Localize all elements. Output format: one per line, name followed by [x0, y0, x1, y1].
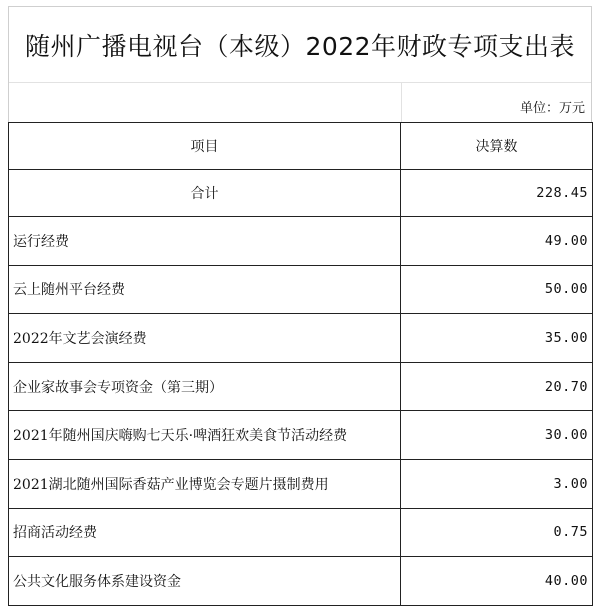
expenditure-sheet — [8, 6, 592, 606]
row-amount: 30.00 — [401, 411, 593, 460]
row-name: 2022年文艺会演经费 — [9, 314, 401, 363]
table-row — [9, 508, 593, 557]
row-amount: 40.00 — [401, 557, 593, 606]
page-title: 随州广播电视台（本级）2022年财政专项支出表 — [24, 31, 576, 61]
total-label: 合计 — [9, 170, 401, 217]
table-row — [9, 217, 593, 266]
row-amount: 20.70 — [401, 362, 593, 411]
table-row — [9, 265, 593, 314]
row-amount: 0.75 — [401, 508, 593, 557]
table-row — [9, 362, 593, 411]
row-name: 云上随州平台经费 — [9, 265, 401, 314]
row-name: 2021湖北随州国际香菇产业博览会专题片摄制费用 — [9, 459, 401, 508]
row-name: 2021年随州国庆嗨购七天乐·啤酒狂欢美食节活动经费 — [9, 411, 401, 460]
table-row — [9, 411, 593, 460]
table-row — [9, 557, 593, 606]
row-amount: 49.00 — [401, 217, 593, 266]
row-amount: 3.00 — [401, 459, 593, 508]
table-row — [9, 314, 593, 363]
total-amount: 228.45 — [401, 170, 593, 217]
row-name: 公共文化服务体系建设资金 — [9, 557, 401, 606]
row-name: 运行经费 — [9, 217, 401, 266]
unit-row — [8, 82, 592, 122]
header-amount: 决算数 — [401, 123, 593, 170]
total-row — [9, 170, 593, 217]
unit-label: 单位：万元 — [519, 101, 585, 116]
table-header-row — [9, 123, 593, 170]
unit-cell — [402, 82, 591, 122]
row-name: 招商活动经费 — [9, 508, 401, 557]
unit-row-blank-cell — [9, 82, 402, 122]
header-item: 项目 — [9, 123, 401, 170]
row-name: 企业家故事会专项资金（第三期） — [9, 362, 401, 411]
table-row — [9, 459, 593, 508]
row-amount: 35.00 — [401, 314, 593, 363]
expenditure-table — [8, 122, 593, 606]
row-amount: 50.00 — [401, 265, 593, 314]
title-row — [8, 6, 592, 82]
